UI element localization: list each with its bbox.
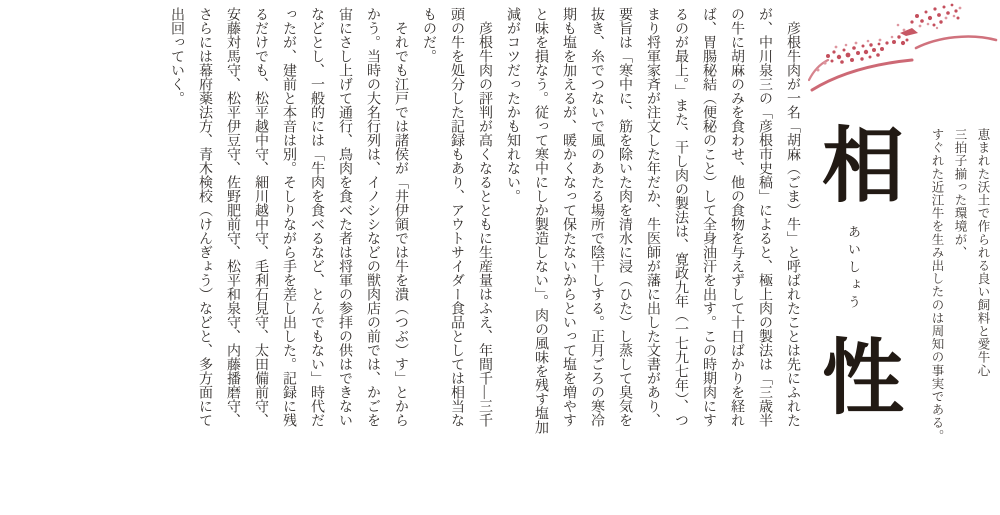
title-char-1: 相 [822, 121, 905, 212]
lead-text [922, 128, 994, 446]
title-furigana: あいしょう [846, 225, 861, 313]
lead-line-1: 恵まれた沃土で作られる良い飼料と愛牛心 [976, 128, 990, 377]
body-paragraph-3: それでも江戸では諸侯が「井伊領では牛を潰（つぶ）す」とからかう。当時の大名行列は、イノシシなどの獣肉店の前では、かごを宙にさし上げて通行、鳥肉を食べた者は将軍の参拝の供はできないなどとし、一般的には「牛肉を食べるなど、とんでもない」時代だったが、建前と本音は別。そしりながら手を差し出した。記録に残るだけでも、松平越中守、細川越中守、毛利石見守、太田備前守、安藤対馬守、松平伊豆守、佐野肥前守、松平和泉守、内藤播磨守、さらには幕府薬法方、青木検校（けんぎょう）などと、多方面にて出回っていく。 [169, 7, 408, 427]
article-title [818, 121, 910, 436]
body-paragraph-1: 彦根牛肉が一名「胡麻（ごま）牛」と呼ばれたことは先にふれたが、中川泉三の「彦根市史稿」によると、極上肉の製法は「三歳半の牛に胡麻のみを食わせ、他の食物を与えずして十日ばかりを経れば、胃腸秘結（便秘のこと）して全身油汗を出す。この時期肉にするのが最上。」また、干し肉の製法は、寛政九年（一七九七年）、つまり将軍家斉が注文した年だか、牛医師が藩に出した文書があり、要旨は「寒中に、筋を除いた肉を清水に浸（ひた）し蒸して臭気を抜き、糸でつないで風のあたる場所で陰干しする。正月ごろの寒冷期も塩を加えるが、暖かくなって保たないからといって塩を増やすと味を損なう。従って寒中にしか製造しない」。肉の風味を残す塩加減がコツだったかも知れない。 [505, 7, 800, 434]
brush-hills-illustration [808, 0, 1000, 100]
title-char-2: 性 [822, 333, 905, 424]
lead-line-3: すぐれた近江牛を生み出したのは周知の事実である。 [930, 128, 944, 443]
lead-line-2: 三拍子揃った環境が、 [953, 128, 967, 259]
article-body [150, 7, 806, 434]
body-paragraph-2: 彦根牛肉の評判が高くなるとともに生産量はふえ、年間千―三千頭の牛を処分した記録もあり、アウトサイダー食品としては相当なものだ。 [421, 7, 492, 427]
